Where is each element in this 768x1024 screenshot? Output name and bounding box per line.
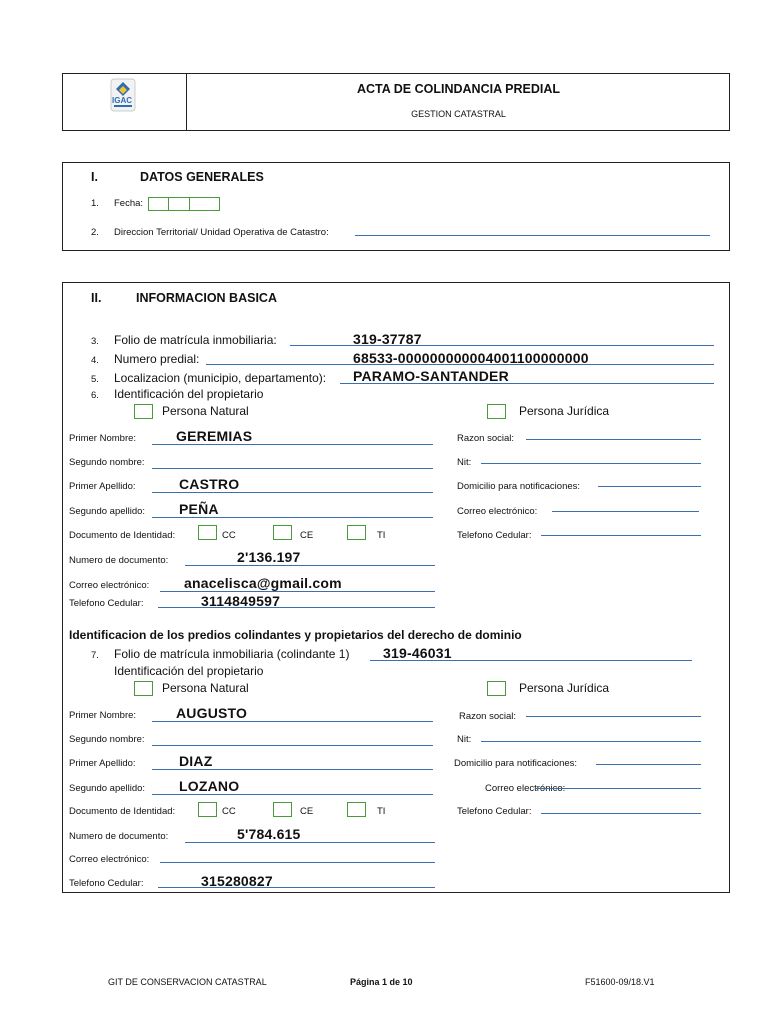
cc-label: CC [222,530,236,541]
colindante-telefono-juridica-field[interactable] [541,813,701,814]
colindante-razon-social-field[interactable] [526,716,701,717]
folio-field[interactable] [290,345,714,346]
numero-documento-label: Numero de documento: [69,555,169,566]
fecha-field[interactable] [148,197,220,211]
colindante-persona-natural-checkbox[interactable] [134,681,153,696]
segundo-nombre-field[interactable] [152,468,433,469]
igac-logo [108,78,138,112]
localizacion-value: PARAMO-SANTANDER [353,368,509,384]
primer-nombre-label: Primer Nombre: [69,433,137,444]
numero-documento-field[interactable] [185,565,435,566]
colindante-segundo-apellido-label: Segundo apellido: [69,783,146,794]
footer-page-number: Página 1 de 10 [350,977,413,987]
footer-code: F51600-09/18.V1 [585,977,655,987]
predial-label: Numero predial: [114,352,200,366]
colindante-domicilio-label: Domicilio para notificaciones: [454,758,578,769]
ce-label: CE [300,530,314,541]
colindante-segundo-nombre-label: Segundo nombre: [69,734,145,745]
razon-social-label: Razon social: [457,433,515,444]
colindante-segundo-nombre-field[interactable] [152,745,433,746]
predial-value: 68533-000000000004001100000000 [353,350,589,366]
telefono-juridica-field[interactable] [541,535,701,536]
colindante-razon-social-label: Razon social: [459,711,517,722]
colindante-ce-label: CE [300,806,314,817]
correo-juridica-field[interactable] [552,511,699,512]
section2-title: INFORMACION BASICA [136,291,277,305]
colindante-nit-field[interactable] [481,741,701,742]
colindante-segundo-apellido-value: LOZANO [179,778,240,794]
colindante-persona-natural-label: Persona Natural [162,681,249,695]
colindante-primer-nombre-field[interactable] [152,721,433,722]
razon-social-field[interactable] [526,439,701,440]
identificacion-colindante-label: Identificación del propietario [114,664,264,678]
segundo-apellido-field[interactable] [152,517,433,518]
colindantes-title: Identificacion de los predios colindantes y propietarios del derecho de dominio [69,628,522,642]
fecha-label: Fecha: [114,198,144,209]
item1-num: 1. [91,198,99,209]
telefono-value: 3114849597 [201,593,281,609]
item2-num: 2. [91,227,99,238]
colindante-ce-checkbox[interactable] [273,802,292,817]
colindante-nit-label: Nit: [457,734,472,745]
direccion-field[interactable] [355,235,710,236]
primer-nombre-value: GEREMIAS [176,428,253,444]
domicilio-label: Domicilio para notificaciones: [457,481,581,492]
folio-colindante-label: Folio de matrícula inmobiliaria (colindante 1) [114,647,350,661]
segundo-nombre-label: Segundo nombre: [69,457,145,468]
telefono-juridica-label: Telefono Cedular: [457,530,532,541]
document-subtitle: GESTION CATASTRAL [411,109,506,119]
item3-num: 3. [91,336,99,347]
colindante-ti-label: TI [377,806,386,817]
document-title: ACTA DE COLINDANCIA PREDIAL [356,82,560,96]
localizacion-label: Localizacion (municipio, departamento): [114,371,327,385]
colindante-correo-field[interactable] [160,862,435,863]
persona-natural-checkbox[interactable] [134,404,153,419]
colindante-primer-apellido-field[interactable] [152,769,433,770]
primer-nombre-field[interactable] [152,444,433,445]
telefono-field[interactable] [158,607,435,608]
correo-juridica-label: Correo electrónico: [457,506,538,517]
colindante-telefono-label: Telefono Cedular: [69,878,144,889]
documento-label: Documento de Identidad: [69,530,176,541]
telefono-label: Telefono Cedular: [69,598,144,609]
colindante-correo-juridica-label: Correo electrónico: [485,783,566,794]
correo-field[interactable] [160,591,435,592]
item4-num: 4. [91,355,99,366]
colindante-telefono-juridica-label: Telefono Cedular: [457,806,532,817]
item6-num: 6. [91,390,99,401]
primer-apellido-field[interactable] [152,492,433,493]
ti-checkbox[interactable] [347,525,366,540]
colindante-primer-nombre-label: Primer Nombre: [69,710,137,721]
persona-natural-label: Persona Natural [162,404,249,418]
colindante-ti-checkbox[interactable] [347,802,366,817]
item7-num: 7. [91,650,99,661]
numero-documento-value: 2'136.197 [237,549,301,565]
footer-left: GIT DE CONSERVACION CATASTRAL [108,977,267,987]
persona-juridica-label: Persona Jurídica [519,404,610,418]
domicilio-field[interactable] [598,486,701,487]
section2-numeral: II. [91,291,102,305]
colindante-correo-juridica-field[interactable] [536,788,701,789]
colindante-primer-nombre-value: AUGUSTO [176,705,248,721]
persona-juridica-checkbox[interactable] [487,404,506,419]
ti-label: TI [377,530,386,541]
colindante-cc-label: CC [222,806,236,817]
segundo-apellido-value: PEÑA [179,501,219,517]
colindante-segundo-apellido-field[interactable] [152,794,433,795]
colindante-telefono-field[interactable] [158,887,435,888]
folio-colindante-field[interactable] [370,660,692,661]
folio-colindante-value: 319-46031 [383,645,452,661]
correo-value: anacelisca@gmail.com [184,575,342,591]
direccion-label: Direccion Territorial/ Unidad Operativa de Catastro: [114,227,329,238]
colindante-persona-juridica-checkbox[interactable] [487,681,506,696]
cc-checkbox[interactable] [198,525,217,540]
colindante-numero-documento-field[interactable] [185,842,435,843]
folio-label: Folio de matrícula inmobiliaria: [114,333,277,347]
nit-label: Nit: [457,457,472,468]
section1-title: DATOS GENERALES [140,170,264,184]
nit-field[interactable] [481,463,701,464]
colindante-telefono-value: 315280827 [201,873,273,889]
colindante-numero-documento-label: Numero de documento: [69,831,169,842]
colindante-documento-label: Documento de Identidad: [69,806,176,817]
colindante-correo-label: Correo electrónico: [69,854,150,865]
correo-label: Correo electrónico: [69,580,150,591]
colindante-primer-apellido-value: DIAZ [179,753,213,769]
item5-num: 5. [91,374,99,385]
identificacion-label: Identificación del propietario [114,387,264,401]
section1-numeral: I. [91,170,98,184]
colindante-numero-documento-value: 5'784.615 [237,826,301,842]
colindante-primer-apellido-label: Primer Apellido: [69,758,136,769]
colindante-cc-checkbox[interactable] [198,802,217,817]
segundo-apellido-label: Segundo apellido: [69,506,146,517]
predial-field[interactable] [206,364,714,365]
folio-value: 319-37787 [353,331,422,347]
colindante-domicilio-field[interactable] [596,764,701,765]
primer-apellido-value: CASTRO [179,476,240,492]
colindante-persona-juridica-label: Persona Jurídica [519,681,610,695]
logo-text: IGAC [112,96,132,105]
primer-apellido-label: Primer Apellido: [69,481,136,492]
ce-checkbox[interactable] [273,525,292,540]
localizacion-field[interactable] [340,383,714,384]
